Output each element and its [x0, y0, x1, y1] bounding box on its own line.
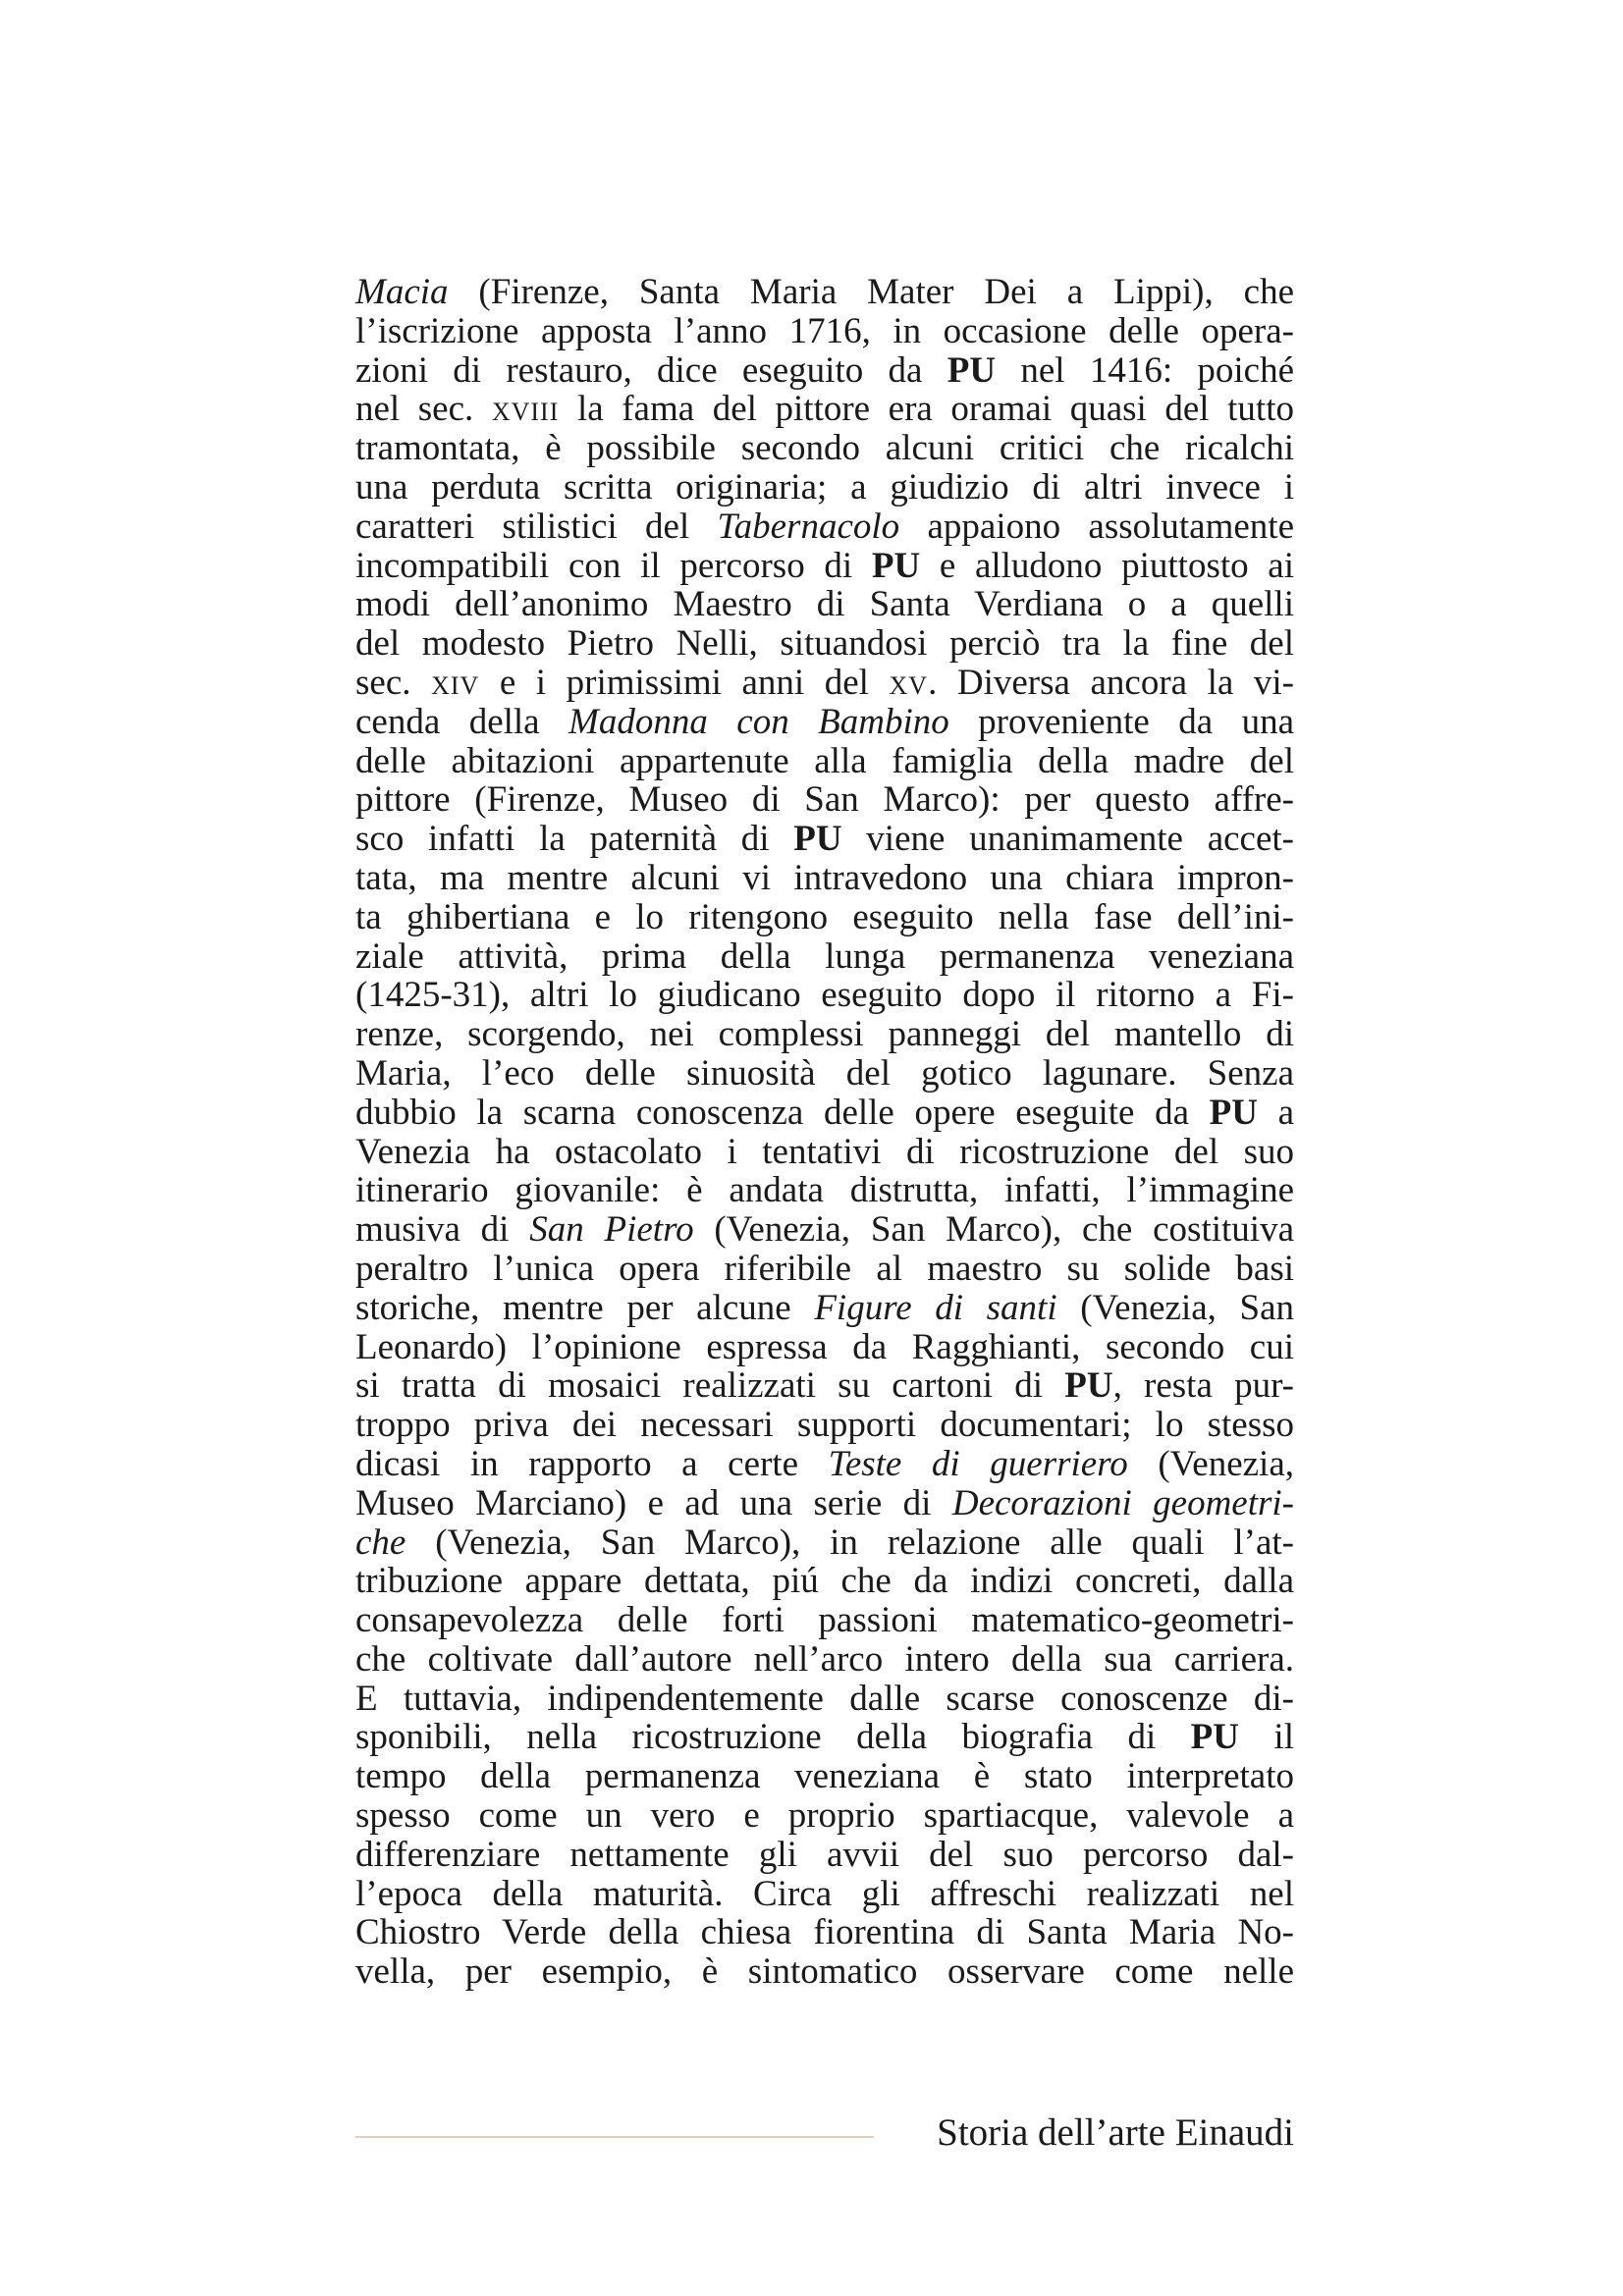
text-run: E tuttavia, indipendentemente dalle scarse conoscenze di-: [355, 1678, 1294, 1719]
text-run: nel: [996, 349, 1090, 391]
text-run: dubbio la scarna conoscenza delle opere eseguite da: [355, 1092, 1210, 1133]
italic-title: Teste di guerriero: [828, 1443, 1128, 1484]
text-line: [355, 1210, 1294, 1250]
text-run: Leonardo) l’opinione espressa da Ragghianti, secondo cui: [355, 1326, 1294, 1367]
text-line: [355, 703, 1294, 742]
text-run: consapevolezza delle forti passioni matematico-geometri-: [355, 1600, 1294, 1641]
text-line: [355, 1601, 1294, 1640]
text-line: [355, 1328, 1294, 1367]
text-run: spesso come un vero e proprio spartiacque, valevole a: [355, 1795, 1294, 1837]
text-run: Venezia ha ostacolato i tentativi di ricostruzione del suo: [355, 1131, 1294, 1172]
text-run: differenziare nettamente gli avvii del suo percorso dal-: [355, 1834, 1294, 1875]
text-line: [355, 1796, 1294, 1836]
text-line: [355, 1757, 1294, 1796]
text-run: Maria, l’eco delle sinuosità del gotico lagunare. Senza: [355, 1052, 1294, 1094]
text-line: [355, 390, 1294, 429]
text-line: [355, 1366, 1294, 1406]
text-run: ta ghibertiana e lo ritengono eseguito nella fase dell’ini-: [355, 896, 1294, 937]
text-run: tramontata, è possibile secondo alcuni critici che ricalchi: [355, 428, 1294, 469]
text-run: tata, ma mentre alcuni vi intravedono una chiara impron-: [355, 857, 1294, 898]
text-run: del modesto Pietro Nelli, situandosi perciò tra la fine del: [355, 623, 1294, 665]
text-run: , resta pur-: [1112, 1365, 1294, 1407]
text-run: tempo della permanenza veneziana è stato interpretato: [355, 1756, 1294, 1797]
text-line: [355, 976, 1294, 1015]
text-run: ziale attività, prima della lunga permanenza veneziana: [355, 935, 1294, 977]
text-run: che coltivate dall’autore nell’arco intero della sua carriera.: [355, 1638, 1294, 1680]
text-run: caratteri stilistici del: [355, 506, 718, 547]
text-run: Museo Marciano) e ad una serie di: [355, 1482, 952, 1523]
text-run: viene unanimamente accet-: [841, 819, 1294, 860]
small-caps-numeral: xv: [889, 662, 929, 703]
text-line: [355, 1875, 1294, 1914]
text-run: appaiono assolutamente: [899, 506, 1294, 547]
text-line: [355, 1913, 1294, 1952]
bold-author-abbrev: PU: [871, 545, 921, 586]
text-run: sco infatti la paternità di: [355, 819, 794, 860]
bold-author-abbrev: PU: [1190, 1717, 1239, 1758]
text-run: tribuzione appare dettata, piú che da indizi concreti, dalla: [355, 1561, 1294, 1602]
text-run: sec.: [355, 662, 432, 703]
oldstyle-number: 1716: [788, 310, 862, 351]
footer-rule: [355, 2136, 874, 2138]
footer-publisher-label: Storia dell’arte Einaudi: [937, 2111, 1294, 2154]
text-line: [355, 1523, 1294, 1563]
italic-title: San Pietro: [529, 1209, 694, 1251]
text-run: e i primissimi anni del: [479, 662, 890, 703]
text-run: proveniente da una: [948, 701, 1294, 742]
text-line: [355, 937, 1294, 977]
text-line: [355, 780, 1294, 820]
text-line: [355, 585, 1294, 624]
text-run: , in occasione delle opera-: [861, 310, 1294, 351]
text-line: [355, 1640, 1294, 1680]
text-run: il: [1239, 1717, 1294, 1758]
text-line: [355, 1171, 1294, 1210]
bold-author-abbrev: PU: [1209, 1092, 1258, 1133]
text-run: a: [1257, 1092, 1294, 1133]
small-caps-numeral: xviii: [491, 389, 560, 430]
text-line: [355, 859, 1294, 898]
text-run: : poiché: [1162, 349, 1294, 391]
text-run: e alludono piuttosto ai: [920, 545, 1295, 586]
text-run: (Venezia, San: [1056, 1287, 1294, 1328]
text-run: troppo priva dei necessari supporti documentari; lo stesso: [355, 1405, 1294, 1446]
text-line: [355, 1680, 1294, 1719]
body-text: [355, 273, 1294, 1992]
italic-title: Figure di santi: [814, 1287, 1057, 1328]
text-run: ), altri lo giudicano eseguito dopo il ritorno a Fi-: [488, 975, 1294, 1016]
italic-title: che: [355, 1522, 406, 1563]
text-line: [355, 429, 1294, 468]
text-run: dicasi in rapporto a certe: [355, 1443, 829, 1484]
text-run: peraltro l’unica opera riferibile al maestro su solide basi: [355, 1248, 1294, 1289]
text-run: (Venezia, San Marco), in relazione alle quali l’at-: [406, 1522, 1294, 1563]
text-line: [355, 664, 1294, 703]
text-run: Chiostro Verde della chiesa fiorentina di Santa Maria No-: [355, 1912, 1294, 1953]
text-line: [355, 1289, 1294, 1328]
text-line: [355, 742, 1294, 781]
text-line: [355, 1406, 1294, 1445]
text-run: (Venezia, San Marco), che costituiva: [693, 1209, 1294, 1251]
text-line: [355, 1718, 1294, 1757]
italic-title: Madonna con Bambino: [568, 701, 949, 742]
text-line: [355, 1562, 1294, 1601]
text-line: [355, 1250, 1294, 1289]
text-run: (: [355, 975, 368, 1016]
text-line: [355, 507, 1294, 547]
text-run: cenda della: [355, 701, 569, 742]
text-run: pittore (Firenze, Museo di San Marco): per questo affre-: [355, 779, 1294, 821]
text-line: [355, 820, 1294, 859]
oldstyle-number: 1425-31: [367, 975, 489, 1016]
text-line: [355, 1484, 1294, 1523]
text-run: zioni di restauro, dice eseguito da: [355, 349, 947, 391]
text-run: itinerario giovanile: è andata distrutta, infatti, l’immagine: [355, 1170, 1294, 1211]
bold-author-abbrev: PU: [793, 819, 842, 860]
oldstyle-number: 1416: [1089, 349, 1163, 391]
text-line: [355, 1094, 1294, 1133]
bold-author-abbrev: PU: [1064, 1365, 1113, 1407]
text-line: [355, 1133, 1294, 1172]
text-run: l’epoca della maturità. Circa gli affreschi realizzati nel: [355, 1873, 1294, 1914]
text-run: (Firenze, Santa Maria Mater Dei a Lippi), che: [448, 272, 1294, 312]
italic-title: Tabernacolo: [717, 506, 900, 547]
text-line: [355, 1836, 1294, 1875]
text-run: sponibili, nella ricostruzione della biografia di: [355, 1717, 1191, 1758]
text-run: incompatibili con il percorso di: [355, 545, 872, 586]
italic-title: Decorazioni geometri-: [951, 1482, 1294, 1523]
text-line: [355, 624, 1294, 664]
text-line: [355, 1015, 1294, 1054]
text-run: una perduta scritta originaria; a giudizio di altri invece i: [355, 466, 1294, 507]
text-run: vella, per esempio, è sintomatico osservare come nelle: [355, 1951, 1294, 1993]
text-line: [355, 468, 1294, 507]
text-line: [355, 273, 1294, 312]
text-run: delle abitazioni appartenute alla famiglia della madre del: [355, 740, 1294, 781]
text-run: la fama del pittore era oramai quasi del tutto: [559, 389, 1294, 430]
bold-author-abbrev: PU: [947, 349, 997, 391]
text-run: si tratta di mosaici realizzati su cartoni di: [355, 1365, 1065, 1407]
text-run: modi dell’anonimo Maestro di Santa Verdiana o a quelli: [355, 584, 1294, 625]
text-line: [355, 898, 1294, 937]
text-run: renze, scorgendo, nei complessi panneggi del mantello di: [355, 1014, 1294, 1055]
text-line: [355, 547, 1294, 586]
text-line: [355, 351, 1294, 391]
text-line: [355, 1054, 1294, 1094]
text-run: musiva di: [355, 1209, 530, 1251]
text-run: l’iscrizione apposta l’anno: [355, 310, 789, 351]
small-caps-numeral: xiv: [431, 662, 480, 703]
text-run: (Venezia,: [1127, 1443, 1294, 1484]
text-line: [355, 312, 1294, 351]
text-run: nel sec.: [355, 389, 492, 430]
text-line: [355, 1445, 1294, 1484]
text-run: . Diversa ancora la vi-: [928, 662, 1295, 703]
italic-title: Macia: [355, 272, 449, 312]
text-run: storiche, mentre per alcune: [355, 1287, 815, 1328]
text-line: [355, 1952, 1294, 1992]
